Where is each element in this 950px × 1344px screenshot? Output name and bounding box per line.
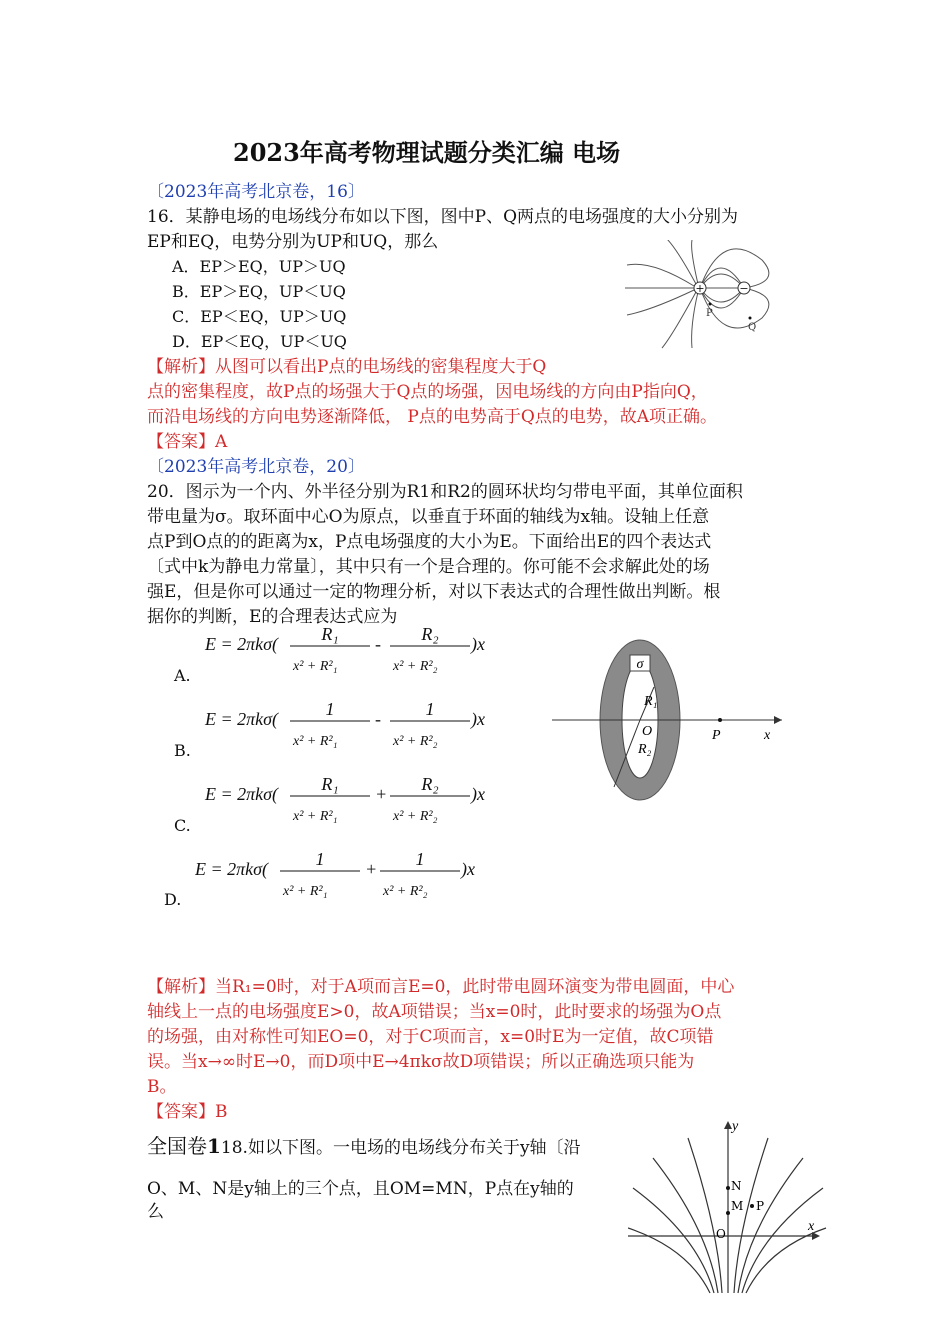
point-p-dot	[718, 718, 722, 722]
denominator-right: x² + R²₂	[393, 659, 438, 674]
o-label: O	[716, 1227, 726, 1241]
q16-field-lines-figure	[622, 240, 807, 355]
point-m-dot	[726, 1211, 730, 1215]
q20-analysis-line1: 【解析】当R₁=0时，对于A项而言E=0，此时带电圆环演变为带电圆面，中心	[147, 977, 735, 997]
q20-formulas	[195, 620, 495, 920]
denominator-left: x² + R²₁	[283, 884, 328, 899]
q18-line2: O、M、N是y轴上的三个点，且OM=MN，P点在y轴的	[147, 1179, 574, 1199]
numerator-left: 1	[315, 849, 325, 869]
p-label: P	[756, 1199, 765, 1213]
q20-option-b-label: B.	[174, 741, 191, 760]
plus-label: +	[695, 282, 705, 295]
q20-stem-line4: 〔式中k为静电力常量〕，其中只有一个是合理的。你可能不会求解此处的场	[147, 557, 710, 577]
point-p-label: P	[706, 308, 713, 319]
formula-a	[204, 624, 485, 674]
numerator-left: 1	[325, 699, 335, 719]
formula-c	[204, 774, 485, 824]
q16-analysis-line3: 而沿电场线的方向电势逐渐降低， P点的电势高于Q点的电势，故A项正确。	[147, 407, 718, 427]
q20-option-a-label: A.	[174, 666, 191, 685]
denominator-right: x² + R²₂	[393, 734, 438, 749]
q16-stem-line2: EP和EQ，电势分别为UP和UQ，那么	[147, 232, 439, 252]
point-q-dot	[749, 317, 752, 320]
o-label: O	[642, 724, 653, 739]
q18-field-figure	[628, 1118, 828, 1294]
point-q-label: Q	[748, 322, 757, 333]
operator: +	[365, 859, 378, 879]
sigma-label: σ	[636, 657, 644, 672]
q18-number: 1	[207, 1134, 221, 1158]
n-label: N	[731, 1179, 742, 1193]
formula-suffix: )x	[471, 784, 485, 804]
q20-analysis-line4: 误。当x→∞时E→0，而D项中E→4πkσ故D项错误；所以正确选项只能为	[147, 1052, 695, 1072]
q20-stem-line1: 20．图示为一个内、外半径分别为R1和R2的圆环状均匀带电平面，其单位面积	[147, 482, 743, 502]
r2-label: R₂	[638, 742, 652, 757]
x-axis-arrow-icon	[774, 716, 782, 724]
formula-d	[195, 849, 475, 899]
formula-prefix: E = 2πkσ(	[195, 859, 269, 879]
q18-line3: 么	[147, 1202, 164, 1222]
q20-stem-line2: 带电量为σ。取环面中心O为原点，以垂直于环面的轴线为x轴。设轴上任意	[147, 507, 710, 527]
numerator-right: R₂	[421, 774, 439, 794]
point-p-dot	[709, 303, 712, 306]
denominator-left: x² + R²₁	[293, 809, 338, 824]
q16-option-c: C．EP＜EQ，UP＞UQ	[172, 307, 347, 326]
operator: -	[375, 634, 381, 654]
x-label: x	[764, 728, 771, 743]
numerator-right: R₂	[421, 624, 439, 644]
formula-suffix: )x	[461, 859, 475, 879]
q20-stem-line5: 强E，但是你可以通过一定的物理分析，对以下表达式的合理性做出判断。根	[147, 582, 721, 602]
formula-prefix: E = 2πkσ(	[205, 634, 279, 654]
q20-analysis-line2: 轴线上一点的电场强度E>0，故A项错误；当x=0时，此时要求的场强为O点	[147, 1002, 722, 1022]
p-label: P	[712, 728, 721, 743]
q16-option-b: B．EP＞EQ，UP＜UQ	[172, 282, 346, 301]
q16-option-d: D．EP＜EQ，UP＜UQ	[172, 332, 347, 351]
formula-prefix: E = 2πkσ(	[205, 784, 279, 804]
q16-answer: 【答案】A	[147, 432, 228, 452]
q16-analysis-line1: 【解析】从图可以看出P点的电场线的密集程度大于Q	[147, 357, 547, 377]
q20-ring-figure	[552, 635, 792, 805]
minus-label: −	[739, 282, 749, 295]
formula-suffix: )x	[471, 709, 485, 729]
point-n-dot	[726, 1186, 730, 1190]
denominator-left: x² + R²₁	[293, 734, 338, 749]
numerator-right: 1	[415, 849, 425, 869]
q20-stem-line6: 据你的判断，E的合理表达式应为	[147, 607, 398, 627]
formula-suffix: )x	[471, 634, 485, 654]
operator: -	[375, 709, 381, 729]
point-p-dot	[750, 1204, 754, 1208]
q20-option-c-label: C.	[174, 816, 191, 835]
q20-option-d-label: D.	[164, 890, 182, 909]
denominator-right: x² + R²₂	[383, 884, 428, 899]
numerator-left: R₁	[321, 624, 339, 644]
q16-source: 〔2023年高考北京卷，16〕	[147, 182, 365, 202]
q20-source: 〔2023年高考北京卷，20〕	[147, 457, 365, 477]
denominator-left: x² + R²₁	[293, 659, 338, 674]
numerator-left: R₁	[321, 774, 339, 794]
q18-text1: 18.如以下图。一电场的电场线分布关于y轴〔沿	[220, 1138, 581, 1158]
numerator-right: 1	[425, 699, 435, 719]
q20-analysis-line3: 的场强，由对称性可知EO=0，对于C项而言，x=0时E为一定值，故C项错	[147, 1027, 714, 1047]
q16-stem-line1: 16．某静电场的电场线分布如以下图，图中P、Q两点的电场强度的大小分别为	[147, 207, 739, 227]
q16-analysis-line2: 点的密集程度，故P点的场强大于Q点的场强，因电场线的方向由P指向Q，	[147, 382, 708, 402]
q16-option-a: A．EP＞EQ，UP＞UQ	[172, 257, 346, 276]
y-axis-arrow-icon	[724, 1121, 732, 1129]
m-label: M	[731, 1199, 744, 1213]
denominator-right: x² + R²₂	[393, 809, 438, 824]
r1-label: R₁	[644, 694, 658, 709]
operator: +	[375, 784, 388, 804]
formula-prefix: E = 2πkσ(	[205, 709, 279, 729]
y-label: y	[732, 1119, 739, 1134]
q20-analysis-line5: B。	[147, 1077, 177, 1097]
page-title: 2023年高考物理试题分类汇编 电场	[233, 138, 621, 167]
x-label: x	[808, 1219, 815, 1234]
q18-line1	[147, 1130, 627, 1159]
q18-prefix: 全国卷	[147, 1134, 207, 1158]
q20-answer: 【答案】B	[147, 1102, 228, 1122]
q20-stem-line3: 点P到O点的的距离为x，P点电场强度的大小为E。下面给出E的四个表达式	[147, 532, 712, 552]
formula-b	[204, 699, 485, 749]
